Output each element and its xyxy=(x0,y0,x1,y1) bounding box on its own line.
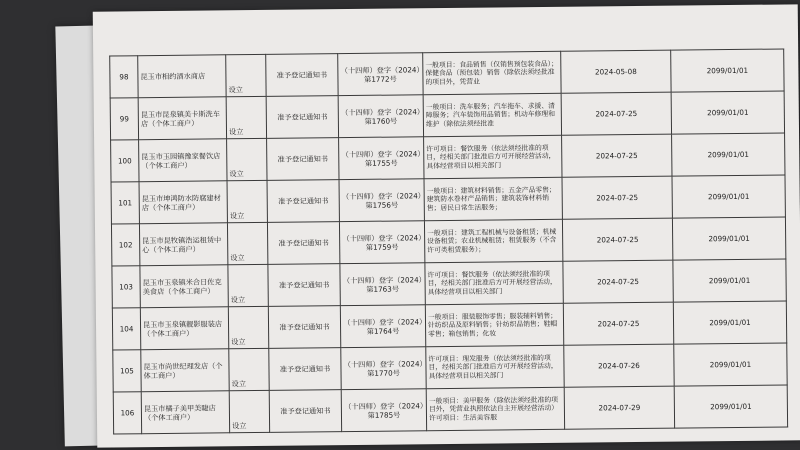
row-number: 102 xyxy=(111,224,139,266)
row-number: 103 xyxy=(112,266,140,308)
registration-type: 设立 xyxy=(229,348,269,390)
table-row xyxy=(111,133,785,182)
expiry-date: 2099/01/01 xyxy=(673,259,786,302)
document-number: （十四师）登字（2024）第1759号 xyxy=(339,221,424,264)
table-row xyxy=(113,343,787,392)
document-number: （十四师）登字（2024）第1755号 xyxy=(339,137,424,180)
registration-type: 设立 xyxy=(226,54,266,96)
document-number: （十四师）登字（2024）第1756号 xyxy=(339,179,424,222)
expiry-date: 2099/01/01 xyxy=(674,385,787,428)
registration-type: 设立 xyxy=(227,222,267,264)
notice-type: 准予登记通知书 xyxy=(266,54,338,97)
table-row xyxy=(110,91,784,140)
business-scope: 许可项目：餐饮服务（依法须经批准的项目，经相关部门批准后方可开展经营活动，具体经营项目以相关部门 xyxy=(425,261,563,304)
row-number: 100 xyxy=(111,140,139,182)
business-scope: 许可项目：餐饮服务（依法须经批准的项目，经相关部门批准后方可开展经营活动，具体经营项目以相关部门 xyxy=(424,135,562,178)
business-scope: 一般项目：洗车服务；汽车拖车、求援、清障服务；汽车装饰用品销售；机动车修理和维护（除依法须经批准 xyxy=(423,93,561,136)
notice-type: 准予登记通知书 xyxy=(267,138,339,181)
business-scope: 一般项目：服装服饰零售；服装辅料销售；针纺织品及原料销售；针纺织品销售；鞋帽零售；箱包销售；化妆 xyxy=(425,303,563,346)
document-number: （十四师）登字（2024）第1772号 xyxy=(338,53,423,96)
registration-date: 2024-07-25 xyxy=(563,260,673,303)
registration-date: 2024-05-08 xyxy=(561,50,671,93)
registration-date: 2024-07-25 xyxy=(562,218,672,261)
expiry-date: 2099/01/01 xyxy=(672,217,785,260)
notice-type: 准予登记通知书 xyxy=(267,222,339,265)
expiry-date: 2099/01/01 xyxy=(674,343,787,386)
row-number: 106 xyxy=(113,392,141,434)
registration-date: 2024-07-25 xyxy=(563,302,673,345)
row-number: 99 xyxy=(110,98,138,140)
notice-type: 准予登记通知书 xyxy=(269,390,341,433)
expiry-date: 2099/01/01 xyxy=(672,175,785,218)
business-name: 昆玉市相约酒水商店 xyxy=(138,55,226,98)
table-row xyxy=(111,175,785,224)
registration-date: 2024-07-26 xyxy=(564,344,674,387)
business-name: 昆玉市坤鸿防水防腐建材店（个体工商户） xyxy=(139,181,227,224)
table-body xyxy=(110,49,788,434)
table-row xyxy=(112,259,786,308)
business-name: 昆玉市昆泉镇美卡斯洗车店（个体工商户） xyxy=(138,97,226,140)
document-number: （十四师）登字（2024）第1764号 xyxy=(340,305,425,348)
document-number: （十四师）登字（2024）第1785号 xyxy=(341,389,426,432)
notice-type: 准予登记通知书 xyxy=(267,180,339,223)
business-name: 昆玉市橘子美甲美睫店（个体工商户） xyxy=(141,391,229,434)
business-scope: 一般项目：建筑材料销售；五金产品零售；建筑防水卷材产品销售；建筑装饰材料销售；居民日常生活服务； xyxy=(424,177,562,220)
business-scope: 一般项目：美甲服务（除依法须经批准的项目外，凭营业执照依法自主开展经营活动）许可项目：生活美容服 xyxy=(426,387,564,430)
registration-type: 设立 xyxy=(226,96,266,138)
registration-type: 设立 xyxy=(228,306,268,348)
notice-type: 准予登记通知书 xyxy=(268,306,340,349)
registration-date: 2024-07-29 xyxy=(564,386,674,429)
paper-sheet xyxy=(93,4,800,447)
registration-type: 设立 xyxy=(227,138,267,180)
business-name: 昆玉市玉泉镇靓影服装店（个体工商户） xyxy=(140,307,228,350)
expiry-date: 2099/01/01 xyxy=(671,91,784,134)
business-scope: 许可项目：理发服务（依法须经批准的项目，经相关部门批准后方可开展经营活动，具体经营项目以相关部门 xyxy=(426,345,564,388)
business-name: 昆玉市昆牧镇浩运租赁中心（个体工商户） xyxy=(139,223,227,266)
document-number: （十四师）登字（2024）第1760号 xyxy=(338,95,423,138)
row-number: 104 xyxy=(112,308,140,350)
business-scope: 一般项目：食品销售（仅销售预包装食品）；保健食品（预包装）销售（除依法须经批准的项目外，凭营业 xyxy=(423,51,561,94)
registration-type: 设立 xyxy=(228,264,268,306)
expiry-date: 2099/01/01 xyxy=(671,49,784,92)
registration-type: 设立 xyxy=(227,180,267,222)
document-number: （十四师）登字（2024）第1770号 xyxy=(341,347,426,390)
table-row xyxy=(113,385,787,434)
registration-date: 2024-07-25 xyxy=(561,92,671,135)
business-name: 昆玉市玉园镇豫家餐饮店（个体工商户） xyxy=(139,139,227,182)
notice-type: 准予登记通知书 xyxy=(269,348,341,391)
row-number: 105 xyxy=(113,350,141,392)
row-number: 98 xyxy=(110,56,138,98)
notice-type: 准予登记通知书 xyxy=(268,264,340,307)
document-number: （十四师）登字（2024）第1763号 xyxy=(340,263,425,306)
business-name: 昆玉市玉泉镇米合日佐克美食店（个体工商户） xyxy=(140,265,228,308)
registration-type: 设立 xyxy=(229,390,269,432)
expiry-date: 2099/01/01 xyxy=(672,133,785,176)
registration-date: 2024-07-25 xyxy=(562,134,672,177)
table-row xyxy=(112,301,786,350)
row-number: 101 xyxy=(111,182,139,224)
notice-type: 准予登记通知书 xyxy=(266,96,338,139)
registration-date: 2024-07-25 xyxy=(562,176,672,219)
expiry-date: 2099/01/01 xyxy=(673,301,786,344)
business-name: 昆玉市尚世纪理发店（个体工商户） xyxy=(141,349,229,392)
business-scope: 一般项目：建筑工程机械与设备租赁；机械设备租赁；农业机械租赁；租赁服务（不含许可类租赁服务）； xyxy=(424,219,562,262)
registration-table xyxy=(109,48,788,434)
table-row xyxy=(111,217,785,266)
table-row xyxy=(110,49,784,98)
